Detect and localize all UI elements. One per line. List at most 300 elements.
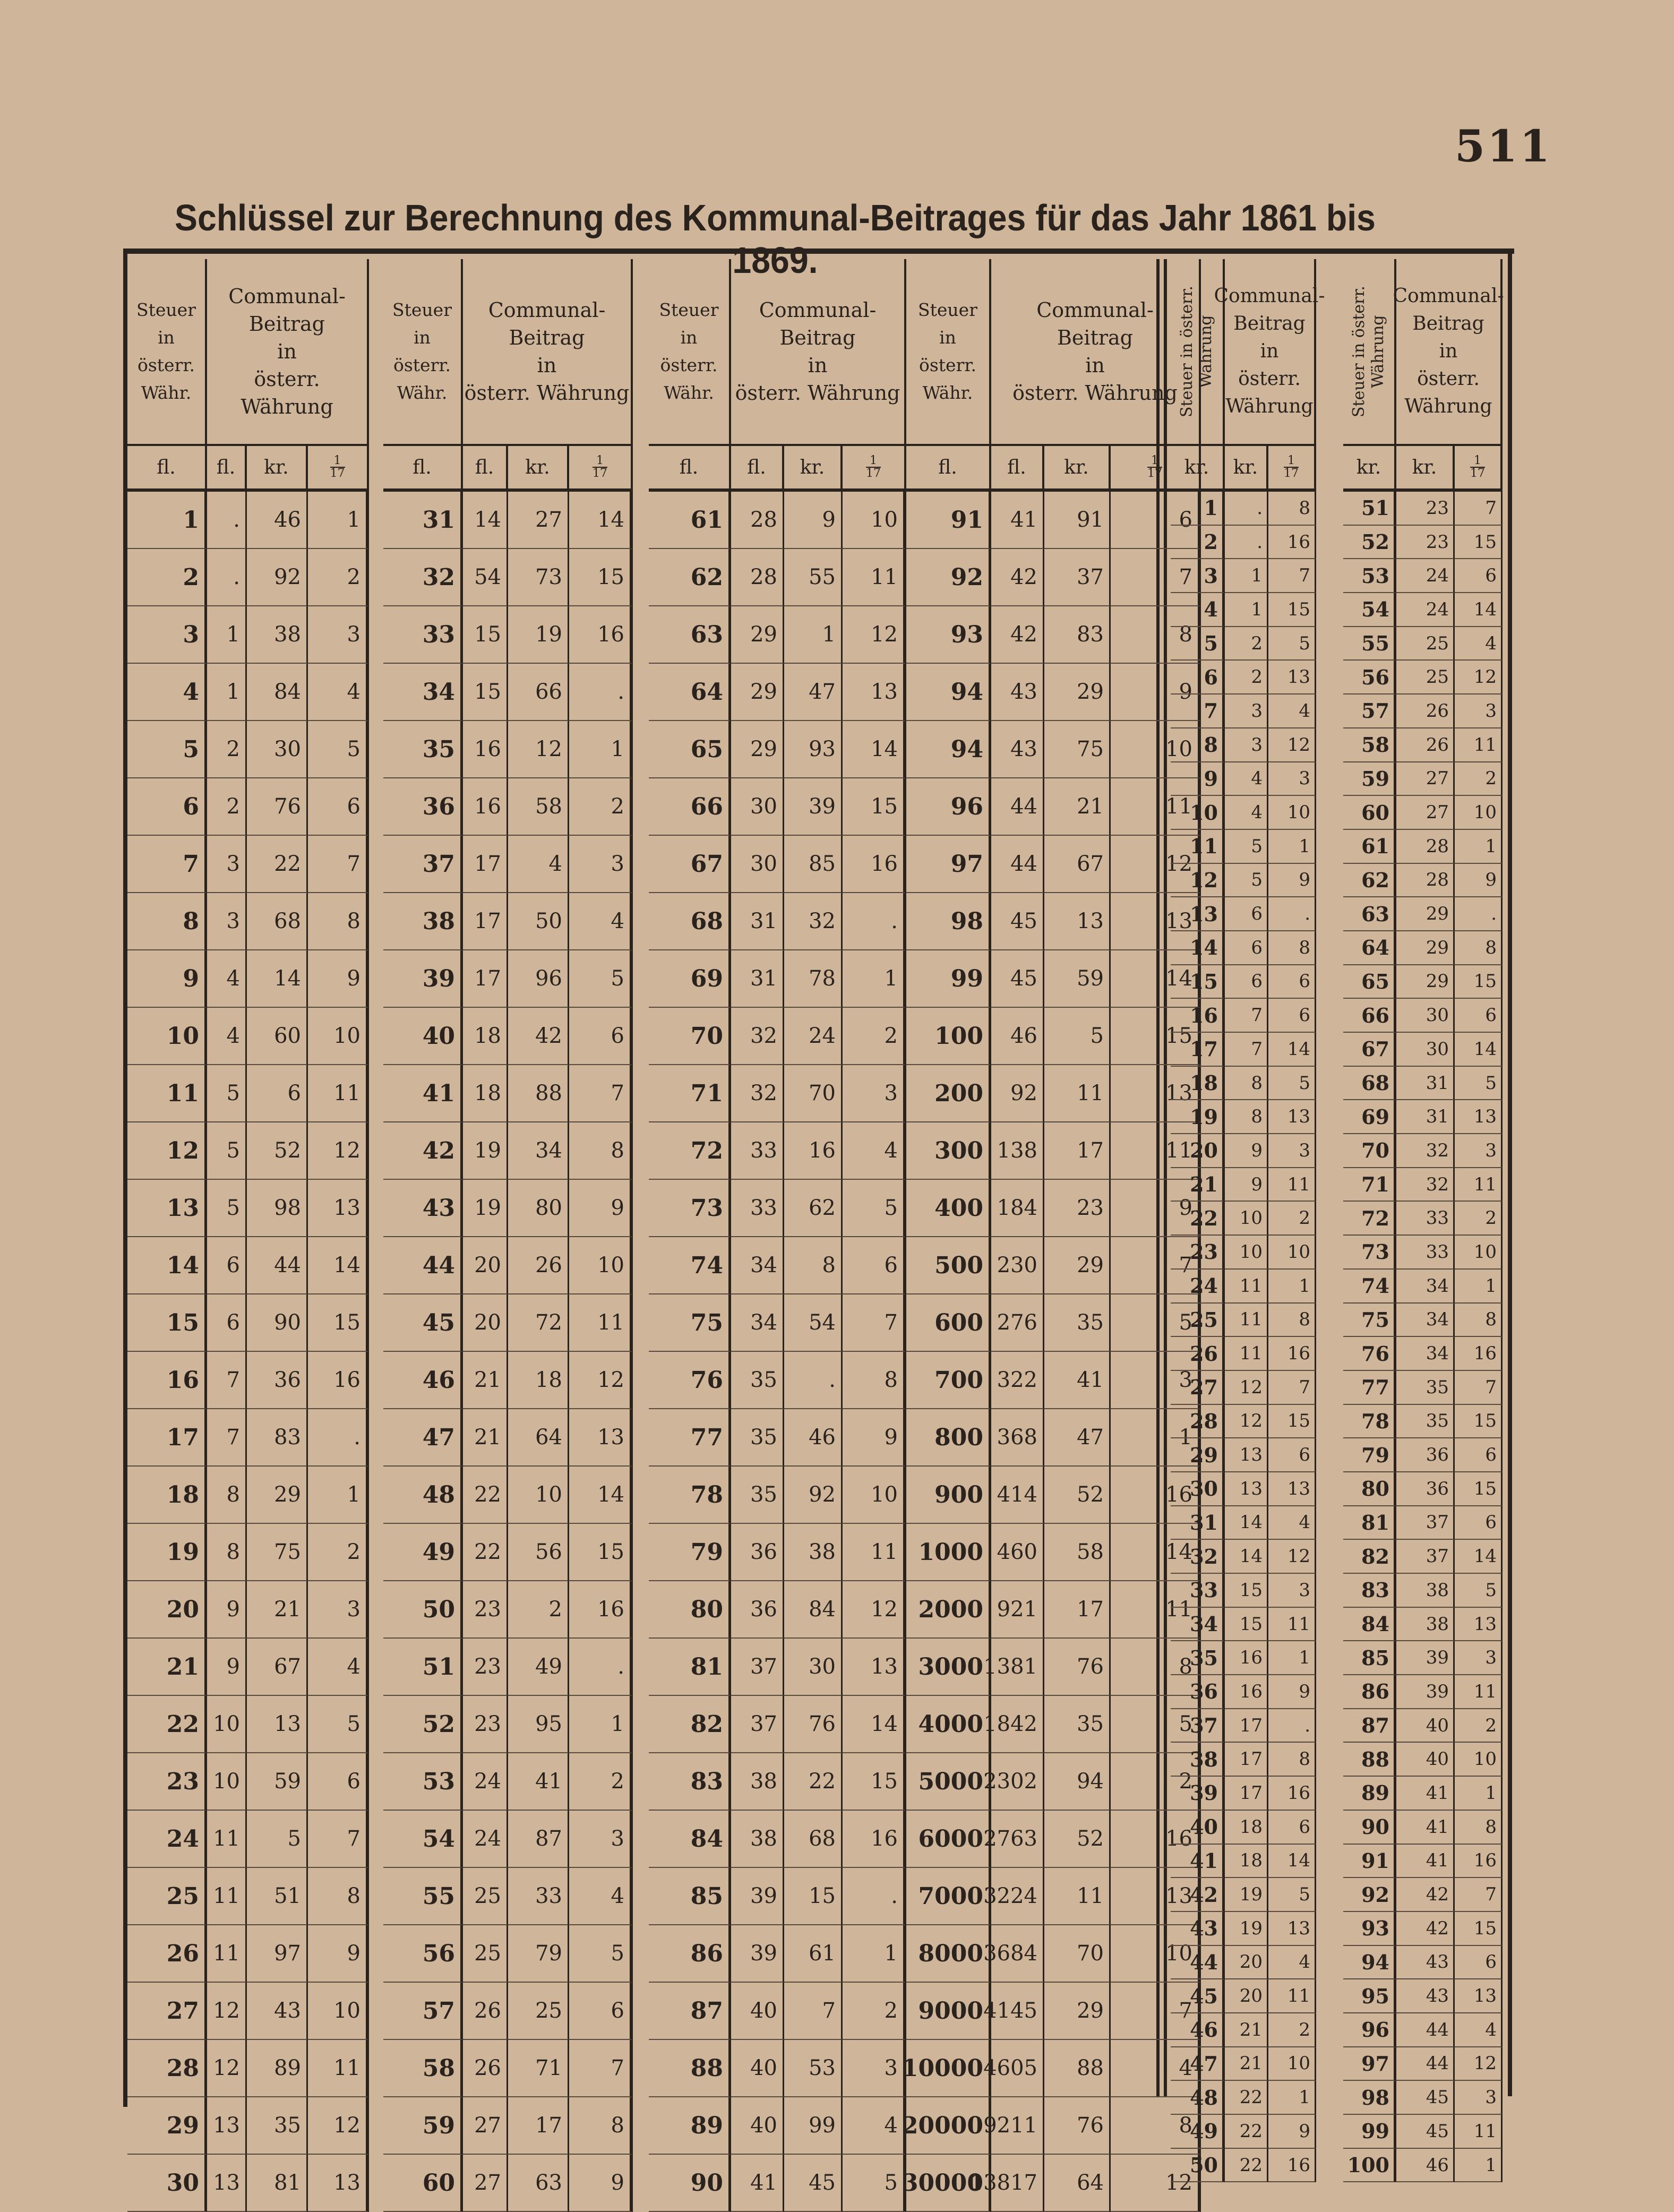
steuer-kr-cell: 38 [1171, 1743, 1225, 1777]
steuer-cell: 58 [383, 2040, 463, 2097]
steuer-kr-cell: 19 [1171, 1100, 1225, 1134]
unit-fraction [1268, 446, 1316, 492]
steuer-cell: 26 [127, 1925, 207, 1983]
beitrag-kr-cell: 21 [1225, 2047, 1268, 2081]
beitrag-fl-cell: 12 [207, 2040, 247, 2097]
steuer-kr-cell: 34 [1171, 1608, 1225, 1642]
beitrag-kr-cell: 2 [508, 1581, 569, 1639]
steuer-kr-cell: 13 [1171, 897, 1225, 931]
beitrag-fl-cell: 40 [731, 2040, 784, 2097]
beitrag-fl-cell: 28 [731, 549, 784, 606]
beitrag-kr-cell: 5 [1044, 1008, 1111, 1065]
steuer-kr-cell: 20 [1171, 1134, 1225, 1168]
beitrag-kr-cell: 33 [1396, 1202, 1455, 1236]
beitrag-fraction-cell: 16 [1268, 1777, 1316, 1811]
beitrag-fl-cell: 4145 [991, 1983, 1044, 2040]
steuer-cell: 97 [906, 836, 991, 893]
steuer-cell: 39 [383, 950, 463, 1008]
beitrag-fl-cell: 11 [207, 1868, 247, 1925]
beitrag-fraction-cell: 8 [1111, 1639, 1201, 1696]
beitrag-fl-cell: 38 [731, 1753, 784, 1811]
beitrag-kr-cell: 29 [1044, 1983, 1111, 2040]
beitrag-fraction-cell: 11 [1455, 2115, 1503, 2149]
beitrag-kr-cell: 63 [508, 2155, 569, 2212]
beitrag-fl-cell: 26 [463, 1983, 508, 2040]
beitrag-kr-cell: 22 [1225, 2149, 1268, 2183]
unit-fl: fl. [207, 446, 247, 492]
steuer-cell: 56 [383, 1925, 463, 1983]
steuer-cell: 93 [906, 606, 991, 664]
steuer-cell: 45 [383, 1294, 463, 1352]
beitrag-kr-cell: 46 [784, 1409, 843, 1467]
kreuzer-table-group-2 [1343, 259, 1503, 2182]
beitrag-fraction-cell: 10 [1268, 1236, 1316, 1270]
beitrag-kr-cell: 11 [1044, 1868, 1111, 1925]
beitrag-fl-cell: 5 [207, 1122, 247, 1180]
beitrag-fl-cell: 35 [731, 1409, 784, 1467]
beitrag-fraction-cell: 10 [1455, 1236, 1503, 1270]
beitrag-kr-cell: 17 [1225, 1777, 1268, 1811]
unit-fl-steuer: fl. [649, 446, 731, 492]
beitrag-fraction-cell: 2 [1268, 1202, 1316, 1236]
beitrag-fraction-cell: 1 [569, 721, 633, 778]
beitrag-kr-cell: 31 [1396, 1067, 1455, 1101]
steuer-kr-cell: 72 [1343, 1202, 1396, 1236]
beitrag-fraction-cell: 11 [1268, 1168, 1316, 1202]
unit-fl: fl. [991, 446, 1044, 492]
beitrag-fl-cell: 1842 [991, 1696, 1044, 1753]
beitrag-fraction-cell: 6 [1455, 1438, 1503, 1472]
steuer-kr-cell: 92 [1343, 1878, 1396, 1912]
steuer-cell: 33 [383, 606, 463, 664]
beitrag-kr-cell: 22 [1225, 2081, 1268, 2115]
beitrag-fraction-cell: 13 [1455, 1979, 1503, 2013]
beitrag-kr-cell: 21 [1044, 778, 1111, 836]
steuer-kr-cell: 7 [1171, 695, 1225, 728]
steuer-cell: 89 [649, 2097, 731, 2155]
beitrag-kr-cell: 16 [1225, 1675, 1268, 1709]
beitrag-kr-cell: 92 [247, 549, 308, 606]
header-communal-beitrag: Communal- Beitrag in österr. Währung [207, 259, 369, 446]
beitrag-kr-cell: 2 [1225, 661, 1268, 695]
steuer-cell: 300 [906, 1122, 991, 1180]
beitrag-fraction-cell: 14 [1455, 1540, 1503, 1574]
steuer-cell: 31 [383, 492, 463, 549]
beitrag-kr-cell: 80 [508, 1180, 569, 1237]
steuer-cell: 71 [649, 1065, 731, 1122]
steuer-kr-cell: 28 [1171, 1405, 1225, 1439]
steuer-cell: 66 [649, 778, 731, 836]
beitrag-fl-cell: 15 [463, 606, 508, 664]
steuer-kr-cell: 63 [1343, 897, 1396, 931]
beitrag-fraction-cell: 14 [569, 1467, 633, 1524]
beitrag-kr-cell: 41 [1044, 1352, 1111, 1409]
kreuzer-table-group-1 [1171, 259, 1325, 2182]
beitrag-fraction-cell: . [843, 1868, 906, 1925]
beitrag-kr-cell: 35 [1396, 1405, 1455, 1439]
steuer-kr-cell: 2 [1171, 526, 1225, 560]
beitrag-fraction-cell: 3 [1111, 1352, 1201, 1409]
beitrag-fraction-cell: 13 [308, 1180, 369, 1237]
beitrag-kr-cell: 8 [1225, 1100, 1268, 1134]
beitrag-kr-cell: 7 [784, 1983, 843, 2040]
steuer-kr-cell: 94 [1343, 1946, 1396, 1980]
beitrag-kr-cell: 92 [784, 1467, 843, 1524]
beitrag-fraction-cell: 15 [569, 1524, 633, 1581]
steuer-kr-cell: 71 [1343, 1168, 1396, 1202]
beitrag-fraction-cell: 13 [843, 1639, 906, 1696]
beitrag-kr-cell: 36 [1396, 1472, 1455, 1506]
beitrag-kr-cell: 19 [1225, 1878, 1268, 1912]
beitrag-fraction-cell: 2 [569, 1753, 633, 1811]
unit-kr: kr. [1044, 446, 1111, 492]
beitrag-kr-cell: 96 [508, 950, 569, 1008]
beitrag-fl-cell: 23 [463, 1581, 508, 1639]
steuer-kr-cell: 40 [1171, 1811, 1225, 1845]
table-frame-right-rule [1508, 248, 1512, 2096]
beitrag-fraction-cell: 1 [569, 1696, 633, 1753]
steuer-kr-cell: 15 [1171, 965, 1225, 999]
beitrag-kr-cell: 28 [1396, 830, 1455, 864]
beitrag-fraction-cell: 9 [308, 1925, 369, 1983]
beitrag-kr-cell: 3 [1225, 695, 1268, 728]
beitrag-kr-cell: 15 [1225, 1608, 1268, 1642]
fraction-numerator: 1 [1151, 454, 1158, 467]
beitrag-kr-cell: 12 [1225, 1371, 1268, 1405]
beitrag-kr-cell: 25 [1396, 661, 1455, 695]
steuer-kr-cell: 98 [1343, 2081, 1396, 2115]
beitrag-kr-cell: 12 [1225, 1405, 1268, 1439]
beitrag-fraction-cell: 1 [1268, 830, 1316, 864]
beitrag-kr-cell: 67 [1044, 836, 1111, 893]
beitrag-kr-cell: 75 [1044, 721, 1111, 778]
beitrag-kr-cell: 39 [1396, 1675, 1455, 1709]
beitrag-fl-cell: 24 [463, 1811, 508, 1868]
beitrag-fraction-cell: 4 [1455, 627, 1503, 661]
beitrag-fl-cell: 42 [991, 606, 1044, 664]
beitrag-kr-cell: 64 [1044, 2155, 1111, 2212]
steuer-cell: 13 [127, 1180, 207, 1237]
steuer-kr-cell: 96 [1343, 2013, 1396, 2047]
steuer-cell: 62 [649, 549, 731, 606]
beitrag-fraction-cell: . [569, 664, 633, 721]
steuer-kr-cell: 27 [1171, 1371, 1225, 1405]
beitrag-fraction-cell: 12 [843, 606, 906, 664]
beitrag-fl-cell: 8 [207, 1524, 247, 1581]
beitrag-kr-cell: 41 [508, 1753, 569, 1811]
beitrag-kr-cell: 1 [1225, 593, 1268, 627]
beitrag-fl-cell: 3 [207, 836, 247, 893]
beitrag-fl-cell: 5 [207, 1180, 247, 1237]
beitrag-kr-cell: 41 [1396, 1811, 1455, 1845]
fraction-unit [1284, 455, 1299, 479]
beitrag-fl-cell: 42 [991, 549, 1044, 606]
beitrag-fl-cell: 4 [207, 950, 247, 1008]
steuer-cell: 83 [649, 1753, 731, 1811]
beitrag-fraction-cell: 9 [1268, 864, 1316, 898]
table-group-4 [902, 259, 1201, 2212]
steuer-kr-cell: 73 [1343, 1236, 1396, 1270]
beitrag-fraction-cell: 1 [1268, 2081, 1316, 2115]
beitrag-fraction-cell: 4 [308, 664, 369, 721]
beitrag-kr-cell: 21 [247, 1581, 308, 1639]
steuer-kr-cell: 32 [1171, 1540, 1225, 1574]
beitrag-fraction-cell: 7 [1455, 492, 1503, 526]
beitrag-fl-cell: 3684 [991, 1925, 1044, 1983]
beitrag-fraction-cell: 11 [843, 549, 906, 606]
beitrag-fraction-cell: 1 [843, 1925, 906, 1983]
beitrag-kr-cell: 26 [508, 1237, 569, 1294]
beitrag-kr-cell: 46 [247, 492, 308, 549]
steuer-kr-cell: 70 [1343, 1134, 1396, 1168]
beitrag-fl-cell: 11 [207, 1925, 247, 1983]
beitrag-fl-cell: 21 [463, 1352, 508, 1409]
beitrag-fraction-cell: 15 [1455, 1912, 1503, 1946]
unit-fl-steuer: fl. [906, 446, 991, 492]
steuer-kr-cell: 30 [1171, 1472, 1225, 1506]
beitrag-kr-cell: 5 [1225, 830, 1268, 864]
beitrag-fraction-cell: 2 [308, 549, 369, 606]
beitrag-kr-cell: 93 [784, 721, 843, 778]
beitrag-kr-cell: 17 [1225, 1709, 1268, 1743]
beitrag-fl-cell: 25 [463, 1868, 508, 1925]
beitrag-fraction-cell: 13 [1455, 1608, 1503, 1642]
steuer-kr-cell: 65 [1343, 965, 1396, 999]
beitrag-fl-cell: 39 [731, 1925, 784, 1983]
steuer-cell: 52 [383, 1696, 463, 1753]
beitrag-kr-cell: 38 [1396, 1608, 1455, 1642]
beitrag-fl-cell: 11 [207, 1811, 247, 1868]
beitrag-kr-cell: 1 [1225, 559, 1268, 593]
steuer-cell: 23 [127, 1753, 207, 1811]
beitrag-fl-cell: 33 [731, 1122, 784, 1180]
beitrag-fraction-cell: 9 [1111, 1180, 1201, 1237]
beitrag-fraction-cell: 4 [1268, 1946, 1316, 1980]
beitrag-fl-cell: 33 [731, 1180, 784, 1237]
beitrag-fl-cell: 2 [207, 778, 247, 836]
beitrag-fraction-cell: 8 [308, 893, 369, 950]
beitrag-fl-cell: 34 [731, 1237, 784, 1294]
steuer-kr-cell: 55 [1343, 627, 1396, 661]
steuer-cell: 3000 [906, 1639, 991, 1696]
steuer-cell: 3 [127, 606, 207, 664]
beitrag-fl-cell: 368 [991, 1409, 1044, 1467]
beitrag-fraction-cell: 2 [1455, 1202, 1503, 1236]
beitrag-fl-cell: 14 [463, 492, 508, 549]
steuer-cell: 27 [127, 1983, 207, 2040]
beitrag-kr-cell: 14 [1225, 1506, 1268, 1540]
beitrag-fraction-cell: 13 [1268, 1100, 1316, 1134]
beitrag-kr-cell: 78 [784, 950, 843, 1008]
beitrag-kr-cell: 88 [1044, 2040, 1111, 2097]
steuer-cell: 79 [649, 1524, 731, 1581]
beitrag-fl-cell: 13817 [991, 2155, 1044, 2212]
beitrag-kr-cell: . [1225, 526, 1268, 560]
steuer-kr-cell: 39 [1171, 1777, 1225, 1811]
steuer-kr-cell: 18 [1171, 1067, 1225, 1101]
beitrag-fl-cell: 18 [463, 1008, 508, 1065]
beitrag-fl-cell: 34 [731, 1294, 784, 1352]
beitrag-kr-cell: 13 [1044, 893, 1111, 950]
steuer-cell: 84 [649, 1811, 731, 1868]
beitrag-fraction-cell: 6 [1455, 1946, 1503, 1980]
beitrag-fraction-cell: 3 [1455, 1641, 1503, 1675]
beitrag-fraction-cell: 7 [1268, 559, 1316, 593]
beitrag-fraction-cell: 11 [1268, 1608, 1316, 1642]
beitrag-fraction-cell: 12 [1455, 661, 1503, 695]
beitrag-kr-cell: 37 [1396, 1540, 1455, 1574]
beitrag-fraction-cell: 4 [1268, 695, 1316, 728]
beitrag-fl-cell: 16 [463, 778, 508, 836]
beitrag-fraction-cell: 13 [569, 1409, 633, 1467]
beitrag-kr-cell: 31 [1396, 1100, 1455, 1134]
beitrag-fl-cell: 3224 [991, 1868, 1044, 1925]
beitrag-kr-cell: 4 [1225, 796, 1268, 830]
beitrag-kr-cell: 30 [1396, 999, 1455, 1033]
fraction-unit [866, 455, 881, 479]
header-communal-beitrag: Communal- Beitrag in österr. Währung [991, 259, 1201, 446]
steuer-kr-cell: 31 [1171, 1506, 1225, 1540]
beitrag-fraction-cell: 15 [843, 1753, 906, 1811]
beitrag-fl-cell: 26 [463, 2040, 508, 2097]
steuer-kr-cell: 14 [1171, 931, 1225, 965]
steuer-cell: 800 [906, 1409, 991, 1467]
beitrag-fraction-cell: 1 [1268, 1270, 1316, 1304]
beitrag-kr-cell: 47 [1044, 1409, 1111, 1467]
beitrag-fraction-cell: 6 [569, 1983, 633, 2040]
beitrag-fraction-cell: 1 [843, 950, 906, 1008]
steuer-cell: 99 [906, 950, 991, 1008]
beitrag-fraction-cell: 1 [1455, 2149, 1503, 2183]
beitrag-fraction-cell: 5 [1268, 627, 1316, 661]
beitrag-fl-cell: 38 [731, 1811, 784, 1868]
beitrag-fl-cell: 15 [463, 664, 508, 721]
beitrag-fraction-cell: 1 [1111, 1409, 1201, 1467]
beitrag-kr-cell: 30 [247, 721, 308, 778]
beitrag-kr-cell: 9 [784, 492, 843, 549]
beitrag-kr-cell: 17 [508, 2097, 569, 2155]
header-steuer: Steuer in österr. Währ. [906, 259, 991, 446]
beitrag-fl-cell: 44 [991, 778, 1044, 836]
steuer-cell: 600 [906, 1294, 991, 1352]
beitrag-kr-cell: 36 [1396, 1438, 1455, 1472]
steuer-kr-cell: 62 [1343, 864, 1396, 898]
beitrag-kr-cell: 6 [1225, 965, 1268, 999]
beitrag-kr-cell: 22 [784, 1753, 843, 1811]
beitrag-fraction-cell: 2 [569, 778, 633, 836]
beitrag-kr-cell: 35 [1044, 1294, 1111, 1352]
beitrag-fraction-cell: 11 [1111, 778, 1201, 836]
steuer-cell: 76 [649, 1352, 731, 1409]
beitrag-fl-cell: 21 [463, 1409, 508, 1467]
steuer-cell: 38 [383, 893, 463, 950]
beitrag-kr-cell: 85 [784, 836, 843, 893]
fraction-denominator: 17 [330, 467, 345, 480]
beitrag-kr-cell: 42 [508, 1008, 569, 1065]
beitrag-kr-cell: 13 [1225, 1472, 1268, 1506]
beitrag-fraction-cell: 6 [1455, 559, 1503, 593]
beitrag-fraction-cell: 16 [1268, 526, 1316, 560]
steuer-kr-cell: 45 [1171, 1979, 1225, 2013]
steuer-kr-cell: 89 [1343, 1777, 1396, 1811]
beitrag-kr-cell: 11 [1225, 1304, 1268, 1338]
beitrag-fl-cell: 54 [463, 549, 508, 606]
beitrag-fl-cell: 322 [991, 1352, 1044, 1409]
beitrag-fl-cell: 12 [207, 1983, 247, 2040]
beitrag-fraction-cell: 12 [1268, 728, 1316, 762]
unit-fl: fl. [731, 446, 784, 492]
beitrag-fl-cell: 17 [463, 950, 508, 1008]
beitrag-fl-cell: 5 [207, 1065, 247, 1122]
beitrag-fraction-cell: 15 [1455, 965, 1503, 999]
beitrag-fraction-cell: 4 [1268, 1506, 1316, 1540]
beitrag-fraction-cell: 11 [1111, 1122, 1201, 1180]
beitrag-fraction-cell: 5 [569, 950, 633, 1008]
beitrag-kr-cell: 30 [784, 1639, 843, 1696]
beitrag-fraction-cell: 6 [1455, 999, 1503, 1033]
steuer-cell: 30000 [906, 2155, 991, 2212]
beitrag-kr-cell: 44 [1396, 2013, 1455, 2047]
beitrag-kr-cell: 50 [508, 893, 569, 950]
beitrag-fraction-cell: 12 [308, 2097, 369, 2155]
beitrag-fraction-cell: 1 [308, 492, 369, 549]
beitrag-fl-cell: 6 [207, 1294, 247, 1352]
beitrag-fraction-cell: 9 [1455, 864, 1503, 898]
steuer-kr-cell: 56 [1343, 661, 1396, 695]
beitrag-fl-cell: 18 [463, 1065, 508, 1122]
beitrag-kr-cell: 39 [1396, 1641, 1455, 1675]
steuer-cell: 37 [383, 836, 463, 893]
steuer-cell: 20000 [906, 2097, 991, 2155]
beitrag-fraction-cell: 13 [1111, 1868, 1201, 1925]
steuer-cell: 73 [649, 1180, 731, 1237]
beitrag-fraction-cell: 3 [1268, 1134, 1316, 1168]
unit-fraction [843, 446, 906, 492]
beitrag-fraction-cell: 15 [1455, 1405, 1503, 1439]
beitrag-kr-cell: 84 [247, 664, 308, 721]
fraction-unit [1470, 455, 1485, 479]
steuer-kr-cell: 10 [1171, 796, 1225, 830]
beitrag-kr-cell: 18 [508, 1352, 569, 1409]
beitrag-fraction-cell: 3 [843, 1065, 906, 1122]
header-steuer-vertical-label: Steuer in österr. Währung [1178, 286, 1215, 417]
beitrag-kr-cell: 27 [508, 492, 569, 549]
steuer-cell: 48 [383, 1467, 463, 1524]
steuer-cell: 96 [906, 778, 991, 836]
steuer-cell: 7 [127, 836, 207, 893]
beitrag-fl-cell: . [207, 492, 247, 549]
beitrag-kr-cell: 88 [508, 1065, 569, 1122]
beitrag-fraction-cell: 3 [1268, 1574, 1316, 1608]
fraction-unit [593, 455, 607, 479]
beitrag-fraction-cell: 2 [843, 1983, 906, 2040]
steuer-kr-cell: 46 [1171, 2013, 1225, 2047]
steuer-cell: 42 [383, 1122, 463, 1180]
beitrag-kr-cell: 83 [247, 1409, 308, 1467]
steuer-cell: 6000 [906, 1811, 991, 1868]
beitrag-fl-cell: 35 [731, 1467, 784, 1524]
beitrag-fraction-cell: 14 [569, 492, 633, 549]
beitrag-fl-cell: 31 [731, 893, 784, 950]
beitrag-fl-cell: 460 [991, 1524, 1044, 1581]
beitrag-kr-cell: 1 [784, 606, 843, 664]
beitrag-kr-cell: . [1225, 492, 1268, 526]
beitrag-kr-cell: 55 [784, 549, 843, 606]
beitrag-kr-cell: 45 [1396, 2115, 1455, 2149]
beitrag-kr-cell: 76 [1044, 1639, 1111, 1696]
steuer-kr-cell: 54 [1343, 593, 1396, 627]
beitrag-fl-cell: 16 [463, 721, 508, 778]
